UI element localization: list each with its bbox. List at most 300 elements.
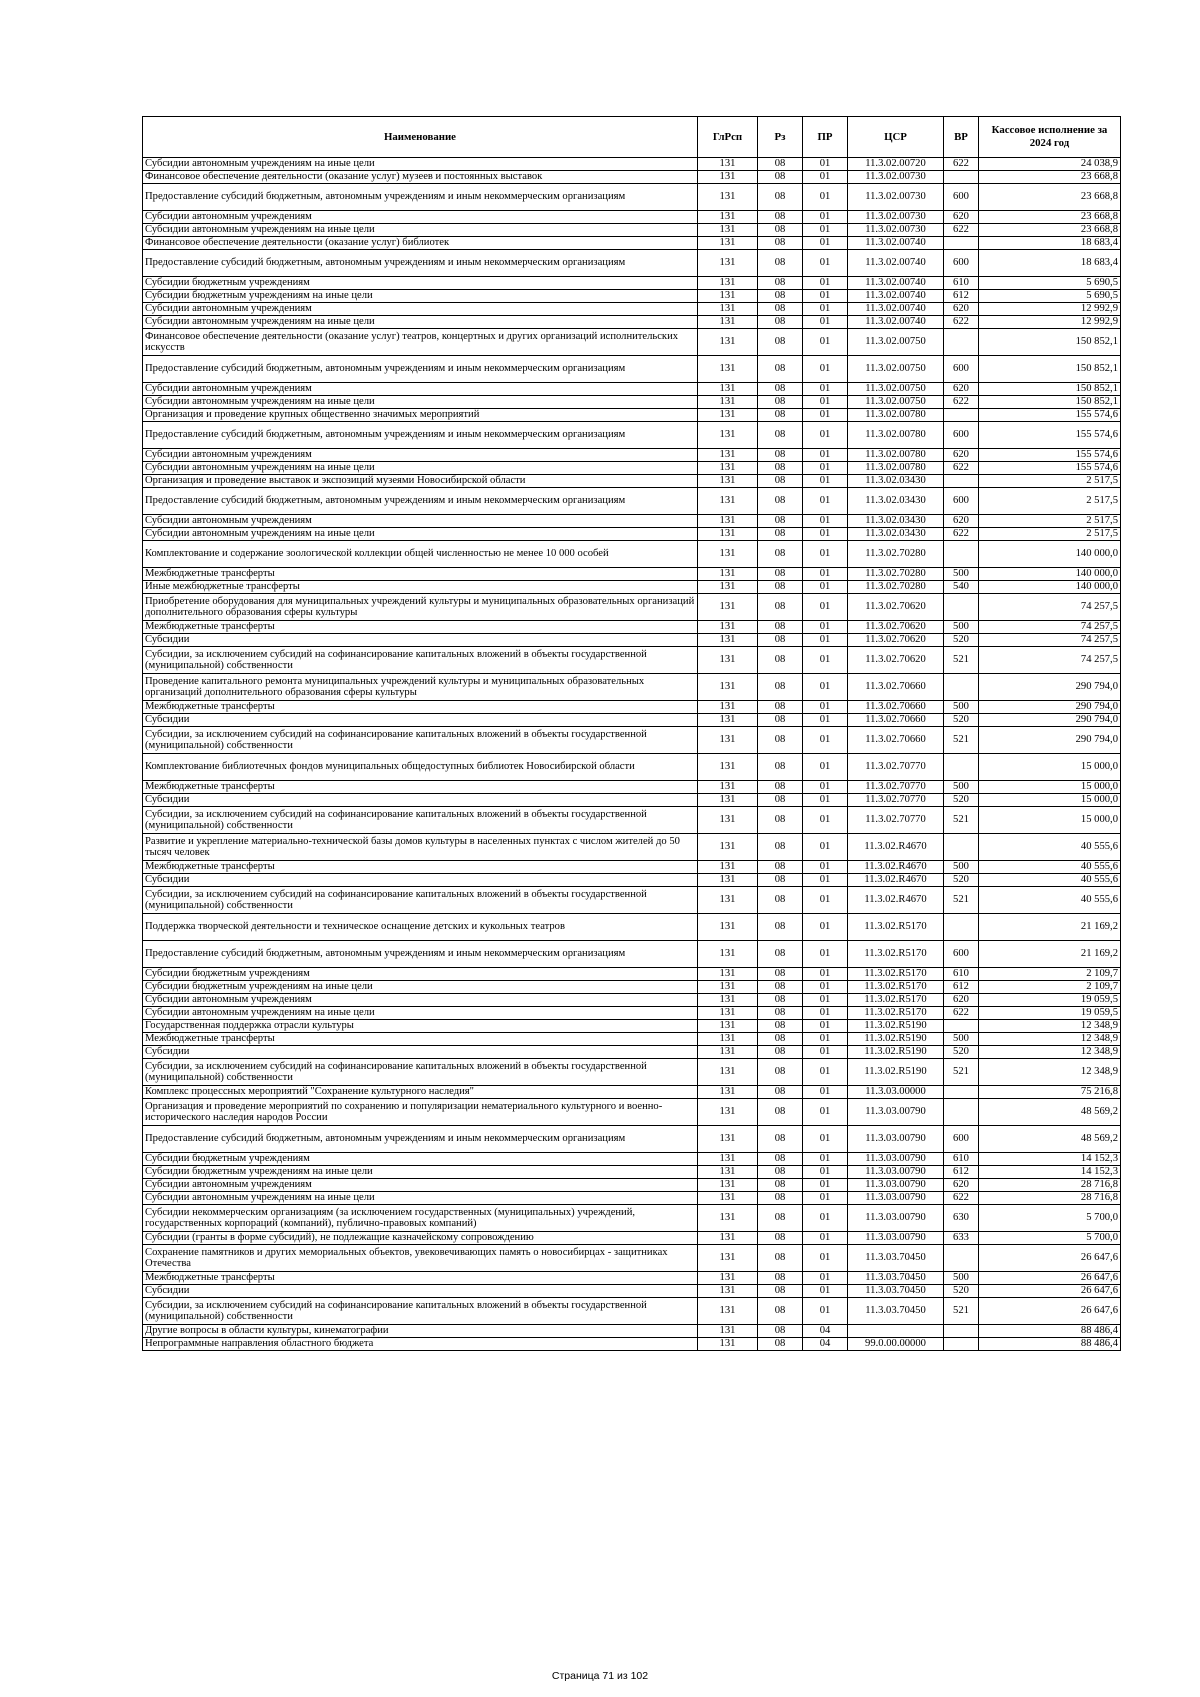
row-name: Субсидии, за исключением субсидий на софинансирование капитальных вложений в объекты государственной (муниципальной) собственности — [143, 1059, 698, 1086]
row-csr: 11.3.02.R5170 — [848, 914, 944, 941]
row-glrsp: 131 — [698, 171, 758, 184]
row-pr: 01 — [803, 727, 848, 754]
row-glrsp: 131 — [698, 714, 758, 727]
row-vr: 612 — [944, 981, 979, 994]
row-pr: 01 — [803, 224, 848, 237]
row-glrsp: 131 — [698, 647, 758, 674]
row-vr: 520 — [944, 714, 979, 727]
row-pr: 01 — [803, 488, 848, 515]
row-pr: 01 — [803, 887, 848, 914]
row-csr: 11.3.02.R5190 — [848, 1046, 944, 1059]
row-rz: 08 — [758, 237, 803, 250]
row-amount: 15 000,0 — [979, 754, 1121, 781]
row-pr: 01 — [803, 794, 848, 807]
row-name: Финансовое обеспечение деятельности (оказание услуг) библиотек — [143, 237, 698, 250]
row-amount: 21 169,2 — [979, 941, 1121, 968]
row-amount: 140 000,0 — [979, 581, 1121, 594]
row-rz: 08 — [758, 475, 803, 488]
table-row — [143, 727, 1121, 754]
table-row — [143, 224, 1121, 237]
row-vr: 521 — [944, 807, 979, 834]
row-glrsp: 131 — [698, 250, 758, 277]
row-pr: 01 — [803, 1046, 848, 1059]
row-name: Финансовое обеспечение деятельности (оказание услуг) музеев и постоянных выставок — [143, 171, 698, 184]
row-pr: 01 — [803, 409, 848, 422]
row-csr: 11.3.02.00740 — [848, 290, 944, 303]
row-pr: 01 — [803, 807, 848, 834]
row-rz: 08 — [758, 941, 803, 968]
row-glrsp: 131 — [698, 754, 758, 781]
table-row — [143, 568, 1121, 581]
row-rz: 08 — [758, 1325, 803, 1338]
row-glrsp: 131 — [698, 941, 758, 968]
row-glrsp: 131 — [698, 409, 758, 422]
row-glrsp: 131 — [698, 1059, 758, 1086]
row-name: Предоставление субсидий бюджетным, автономным учреждениям и иным некоммерческим организациям — [143, 1126, 698, 1153]
row-pr: 01 — [803, 621, 848, 634]
row-glrsp: 131 — [698, 237, 758, 250]
row-glrsp: 131 — [698, 621, 758, 634]
row-glrsp: 131 — [698, 528, 758, 541]
row-csr: 11.3.02.R5170 — [848, 968, 944, 981]
row-csr: 11.3.02.00730 — [848, 171, 944, 184]
row-name: Организация и проведение крупных общественно значимых мероприятий — [143, 409, 698, 422]
row-name: Субсидии автономным учреждениям — [143, 994, 698, 1007]
row-glrsp: 131 — [698, 1298, 758, 1325]
table-row — [143, 1007, 1121, 1020]
row-name: Субсидии бюджетным учреждениям на иные цели — [143, 290, 698, 303]
table-row — [143, 1298, 1121, 1325]
row-glrsp: 131 — [698, 807, 758, 834]
row-amount: 23 668,8 — [979, 211, 1121, 224]
row-pr: 01 — [803, 861, 848, 874]
row-pr: 01 — [803, 528, 848, 541]
row-name: Государственная поддержка отрасли культуры — [143, 1020, 698, 1033]
row-glrsp: 131 — [698, 1033, 758, 1046]
row-amount: 40 555,6 — [979, 861, 1121, 874]
row-vr — [944, 475, 979, 488]
row-amount: 19 059,5 — [979, 1007, 1121, 1020]
row-csr: 11.3.02.00750 — [848, 356, 944, 383]
row-name: Организация и проведение выставок и экспозиций музеями Новосибирской области — [143, 475, 698, 488]
header-amount: Кассовое исполнение за 2024 год — [979, 117, 1121, 158]
table-row — [143, 674, 1121, 701]
row-rz: 08 — [758, 1099, 803, 1126]
row-name: Субсидии бюджетным учреждениям — [143, 968, 698, 981]
row-csr: 11.3.02.00750 — [848, 396, 944, 409]
row-glrsp: 131 — [698, 1325, 758, 1338]
table-row — [143, 1179, 1121, 1192]
row-vr: 500 — [944, 621, 979, 634]
table-row — [143, 781, 1121, 794]
row-pr: 01 — [803, 714, 848, 727]
row-vr — [944, 541, 979, 568]
table-row — [143, 1325, 1121, 1338]
row-rz: 08 — [758, 914, 803, 941]
row-pr: 01 — [803, 1086, 848, 1099]
row-rz: 08 — [758, 794, 803, 807]
row-csr: 11.3.02.R5170 — [848, 941, 944, 968]
row-csr: 11.3.02.00780 — [848, 449, 944, 462]
row-amount: 155 574,6 — [979, 462, 1121, 475]
row-amount: 26 647,6 — [979, 1285, 1121, 1298]
row-vr: 600 — [944, 184, 979, 211]
row-csr: 11.3.02.R4670 — [848, 861, 944, 874]
row-vr: 610 — [944, 277, 979, 290]
row-rz: 08 — [758, 290, 803, 303]
table-row — [143, 981, 1121, 994]
row-glrsp: 131 — [698, 1192, 758, 1205]
row-glrsp: 131 — [698, 794, 758, 807]
row-glrsp: 131 — [698, 861, 758, 874]
row-pr: 01 — [803, 422, 848, 449]
row-amount: 28 716,8 — [979, 1192, 1121, 1205]
row-glrsp: 131 — [698, 887, 758, 914]
row-glrsp: 131 — [698, 914, 758, 941]
row-glrsp: 131 — [698, 316, 758, 329]
row-amount: 5 690,5 — [979, 290, 1121, 303]
row-name: Субсидии бюджетным учреждениям на иные цели — [143, 1166, 698, 1179]
row-amount: 28 716,8 — [979, 1179, 1121, 1192]
row-amount: 290 794,0 — [979, 701, 1121, 714]
row-rz: 08 — [758, 1086, 803, 1099]
row-name: Комплекс процессных мероприятий "Сохранение культурного наследия" — [143, 1086, 698, 1099]
row-csr: 11.3.02.70660 — [848, 701, 944, 714]
row-pr: 01 — [803, 1205, 848, 1232]
row-pr: 01 — [803, 356, 848, 383]
row-csr: 99.0.00.00000 — [848, 1338, 944, 1351]
row-vr: 521 — [944, 887, 979, 914]
row-csr: 11.3.02.00740 — [848, 237, 944, 250]
row-glrsp: 131 — [698, 356, 758, 383]
row-csr: 11.3.02.03430 — [848, 528, 944, 541]
row-rz: 08 — [758, 754, 803, 781]
row-csr: 11.3.02.00750 — [848, 329, 944, 356]
row-name: Межбюджетные трансферты — [143, 701, 698, 714]
row-csr: 11.3.02.R5170 — [848, 1007, 944, 1020]
row-rz: 08 — [758, 250, 803, 277]
row-rz: 08 — [758, 356, 803, 383]
table-row — [143, 1166, 1121, 1179]
row-glrsp: 131 — [698, 329, 758, 356]
row-pr: 01 — [803, 994, 848, 1007]
row-vr — [944, 171, 979, 184]
row-csr: 11.3.02.70620 — [848, 634, 944, 647]
row-glrsp: 131 — [698, 1086, 758, 1099]
row-vr: 622 — [944, 396, 979, 409]
row-amount: 75 216,8 — [979, 1086, 1121, 1099]
row-amount: 40 555,6 — [979, 887, 1121, 914]
row-csr: 11.3.02.00730 — [848, 211, 944, 224]
row-vr: 500 — [944, 1033, 979, 1046]
row-glrsp: 131 — [698, 1205, 758, 1232]
row-csr: 11.3.02.R4670 — [848, 887, 944, 914]
row-name: Субсидии автономным учреждениям на иные цели — [143, 158, 698, 171]
table-row — [143, 1099, 1121, 1126]
row-pr: 01 — [803, 568, 848, 581]
table-row — [143, 158, 1121, 171]
row-csr: 11.3.03.00790 — [848, 1166, 944, 1179]
row-vr — [944, 409, 979, 422]
row-vr — [944, 1020, 979, 1033]
row-pr: 01 — [803, 171, 848, 184]
row-pr: 01 — [803, 1179, 848, 1192]
row-vr: 620 — [944, 383, 979, 396]
row-amount: 290 794,0 — [979, 727, 1121, 754]
row-rz: 08 — [758, 1126, 803, 1153]
row-amount: 19 059,5 — [979, 994, 1121, 1007]
row-rz: 08 — [758, 277, 803, 290]
row-rz: 08 — [758, 874, 803, 887]
row-amount: 155 574,6 — [979, 449, 1121, 462]
table-row — [143, 1272, 1121, 1285]
table-row — [143, 1205, 1121, 1232]
row-glrsp: 131 — [698, 488, 758, 515]
table-row — [143, 184, 1121, 211]
row-pr: 01 — [803, 250, 848, 277]
row-glrsp: 131 — [698, 727, 758, 754]
row-rz: 08 — [758, 184, 803, 211]
row-name: Субсидии — [143, 634, 698, 647]
row-amount: 12 992,9 — [979, 316, 1121, 329]
row-amount: 40 555,6 — [979, 874, 1121, 887]
row-name: Субсидии автономным учреждениям на иные цели — [143, 1192, 698, 1205]
table-row — [143, 647, 1121, 674]
row-name: Межбюджетные трансферты — [143, 568, 698, 581]
row-glrsp: 131 — [698, 1285, 758, 1298]
row-pr: 01 — [803, 1285, 848, 1298]
row-glrsp: 131 — [698, 462, 758, 475]
row-csr: 11.3.02.70280 — [848, 541, 944, 568]
table-row — [143, 1245, 1121, 1272]
table-row — [143, 1232, 1121, 1245]
table-row — [143, 714, 1121, 727]
row-csr: 11.3.03.00790 — [848, 1205, 944, 1232]
row-vr: 521 — [944, 647, 979, 674]
row-name: Межбюджетные трансферты — [143, 1272, 698, 1285]
row-amount: 24 038,9 — [979, 158, 1121, 171]
row-pr: 04 — [803, 1325, 848, 1338]
row-csr: 11.3.03.70450 — [848, 1245, 944, 1272]
table-row — [143, 594, 1121, 621]
row-glrsp: 131 — [698, 1046, 758, 1059]
row-pr: 01 — [803, 1192, 848, 1205]
row-name: Иные межбюджетные трансферты — [143, 581, 698, 594]
row-vr: 521 — [944, 727, 979, 754]
row-pr: 01 — [803, 581, 848, 594]
row-rz: 08 — [758, 528, 803, 541]
row-amount: 2 517,5 — [979, 488, 1121, 515]
row-pr: 01 — [803, 184, 848, 211]
row-csr: 11.3.02.00740 — [848, 277, 944, 290]
row-csr: 11.3.02.70620 — [848, 621, 944, 634]
row-vr: 620 — [944, 449, 979, 462]
row-csr: 11.3.02.00740 — [848, 250, 944, 277]
row-name: Субсидии бюджетным учреждениям — [143, 1153, 698, 1166]
row-glrsp: 131 — [698, 594, 758, 621]
table-row — [143, 329, 1121, 356]
row-vr — [944, 674, 979, 701]
row-csr: 11.3.02.70280 — [848, 581, 944, 594]
row-amount: 155 574,6 — [979, 409, 1121, 422]
row-rz: 08 — [758, 568, 803, 581]
table-row — [143, 1285, 1121, 1298]
row-vr: 620 — [944, 303, 979, 316]
row-amount: 150 852,1 — [979, 356, 1121, 383]
row-amount: 23 668,8 — [979, 171, 1121, 184]
row-rz: 08 — [758, 647, 803, 674]
table-row — [143, 1020, 1121, 1033]
row-name: Комплектование и содержание зоологической коллекции общей численностью не менее 10 000 особей — [143, 541, 698, 568]
row-pr: 01 — [803, 303, 848, 316]
row-amount: 26 647,6 — [979, 1272, 1121, 1285]
row-rz: 08 — [758, 834, 803, 861]
row-name: Субсидии автономным учреждениям на иные цели — [143, 224, 698, 237]
row-rz: 08 — [758, 541, 803, 568]
row-vr: 600 — [944, 941, 979, 968]
row-vr: 500 — [944, 701, 979, 714]
row-glrsp: 131 — [698, 634, 758, 647]
row-rz: 08 — [758, 383, 803, 396]
row-name: Непрограммные направления областного бюджета — [143, 1338, 698, 1351]
row-csr: 11.3.02.00750 — [848, 383, 944, 396]
row-csr: 11.3.02.00740 — [848, 303, 944, 316]
header-vr: ВР — [944, 117, 979, 158]
row-amount: 21 169,2 — [979, 914, 1121, 941]
row-vr: 521 — [944, 1059, 979, 1086]
row-pr: 01 — [803, 1298, 848, 1325]
row-name: Предоставление субсидий бюджетным, автономным учреждениям и иным некоммерческим организациям — [143, 356, 698, 383]
row-rz: 08 — [758, 1285, 803, 1298]
row-vr: 600 — [944, 422, 979, 449]
row-amount: 2 109,7 — [979, 981, 1121, 994]
row-name: Межбюджетные трансферты — [143, 861, 698, 874]
row-amount: 14 152,3 — [979, 1153, 1121, 1166]
row-name: Субсидии — [143, 874, 698, 887]
row-vr: 620 — [944, 994, 979, 1007]
row-csr: 11.3.03.00790 — [848, 1179, 944, 1192]
row-amount: 74 257,5 — [979, 621, 1121, 634]
row-vr: 622 — [944, 528, 979, 541]
row-glrsp: 131 — [698, 674, 758, 701]
row-rz: 08 — [758, 224, 803, 237]
row-rz: 08 — [758, 515, 803, 528]
row-rz: 08 — [758, 887, 803, 914]
row-vr: 500 — [944, 1272, 979, 1285]
table-row — [143, 356, 1121, 383]
row-glrsp: 131 — [698, 1020, 758, 1033]
table-row — [143, 449, 1121, 462]
row-pr: 01 — [803, 396, 848, 409]
row-pr: 01 — [803, 1232, 848, 1245]
row-rz: 08 — [758, 1205, 803, 1232]
row-csr: 11.3.03.00000 — [848, 1086, 944, 1099]
row-amount: 48 569,2 — [979, 1126, 1121, 1153]
row-pr: 01 — [803, 462, 848, 475]
row-pr: 01 — [803, 874, 848, 887]
row-rz: 08 — [758, 1033, 803, 1046]
table-row — [143, 515, 1121, 528]
row-amount: 88 486,4 — [979, 1325, 1121, 1338]
row-rz: 08 — [758, 1020, 803, 1033]
table-row — [143, 634, 1121, 647]
row-name: Сохранение памятников и других мемориальных объектов, увековечивающих память о новосибирцах - защитниках Отечества — [143, 1245, 698, 1272]
row-amount: 48 569,2 — [979, 1099, 1121, 1126]
table-row — [143, 237, 1121, 250]
row-csr: 11.3.02.R5170 — [848, 981, 944, 994]
row-name: Организация и проведение мероприятий по сохранению и популяризации нематериального культурного и военно-исторического наследия народов России — [143, 1099, 698, 1126]
row-vr — [944, 1086, 979, 1099]
row-rz: 08 — [758, 158, 803, 171]
row-rz: 08 — [758, 329, 803, 356]
row-csr: 11.3.02.70660 — [848, 674, 944, 701]
table-row — [143, 887, 1121, 914]
row-csr: 11.3.02.R5190 — [848, 1020, 944, 1033]
row-name: Субсидии, за исключением субсидий на софинансирование капитальных вложений в объекты государственной (муниципальной) собственности — [143, 727, 698, 754]
row-vr: 600 — [944, 1126, 979, 1153]
table-row — [143, 250, 1121, 277]
row-amount: 26 647,6 — [979, 1298, 1121, 1325]
row-glrsp: 131 — [698, 874, 758, 887]
row-pr: 01 — [803, 211, 848, 224]
row-amount: 2 517,5 — [979, 528, 1121, 541]
row-amount: 140 000,0 — [979, 568, 1121, 581]
table-row — [143, 1338, 1121, 1351]
row-csr: 11.3.02.70770 — [848, 781, 944, 794]
row-vr: 500 — [944, 861, 979, 874]
row-csr: 11.3.02.00720 — [848, 158, 944, 171]
row-name: Субсидии автономным учреждениям — [143, 1179, 698, 1192]
row-csr: 11.3.02.70620 — [848, 594, 944, 621]
row-csr: 11.3.03.70450 — [848, 1285, 944, 1298]
page-number: Страница 71 из 102 — [551, 1670, 649, 1682]
row-name: Субсидии автономным учреждениям на иные цели — [143, 396, 698, 409]
row-rz: 08 — [758, 409, 803, 422]
row-vr: 620 — [944, 1179, 979, 1192]
row-name: Субсидии автономным учреждениям — [143, 211, 698, 224]
row-amount: 14 152,3 — [979, 1166, 1121, 1179]
row-rz: 08 — [758, 1153, 803, 1166]
header-pr: ПР — [803, 117, 848, 158]
row-amount: 23 668,8 — [979, 184, 1121, 211]
row-csr: 11.3.02.03430 — [848, 488, 944, 515]
row-pr: 01 — [803, 1007, 848, 1020]
row-amount: 74 257,5 — [979, 647, 1121, 674]
row-name: Субсидии, за исключением субсидий на софинансирование капитальных вложений в объекты государственной (муниципальной) собственности — [143, 647, 698, 674]
row-vr — [944, 237, 979, 250]
row-name: Субсидии автономным учреждениям — [143, 383, 698, 396]
row-pr: 01 — [803, 515, 848, 528]
row-amount: 2 109,7 — [979, 968, 1121, 981]
row-amount: 18 683,4 — [979, 237, 1121, 250]
row-name: Субсидии бюджетным учреждениям на иные цели — [143, 981, 698, 994]
row-amount: 12 348,9 — [979, 1020, 1121, 1033]
row-vr: 610 — [944, 1153, 979, 1166]
row-pr: 01 — [803, 754, 848, 781]
row-csr: 11.3.03.00790 — [848, 1126, 944, 1153]
row-glrsp: 131 — [698, 541, 758, 568]
row-vr: 612 — [944, 1166, 979, 1179]
row-name: Предоставление субсидий бюджетным, автономным учреждениям и иным некоммерческим организациям — [143, 422, 698, 449]
row-glrsp: 131 — [698, 1099, 758, 1126]
row-csr: 11.3.02.70770 — [848, 794, 944, 807]
row-vr: 600 — [944, 488, 979, 515]
row-amount: 150 852,1 — [979, 396, 1121, 409]
row-vr: 540 — [944, 581, 979, 594]
row-name: Субсидии — [143, 714, 698, 727]
row-csr: 11.3.02.03430 — [848, 475, 944, 488]
row-glrsp: 131 — [698, 1179, 758, 1192]
